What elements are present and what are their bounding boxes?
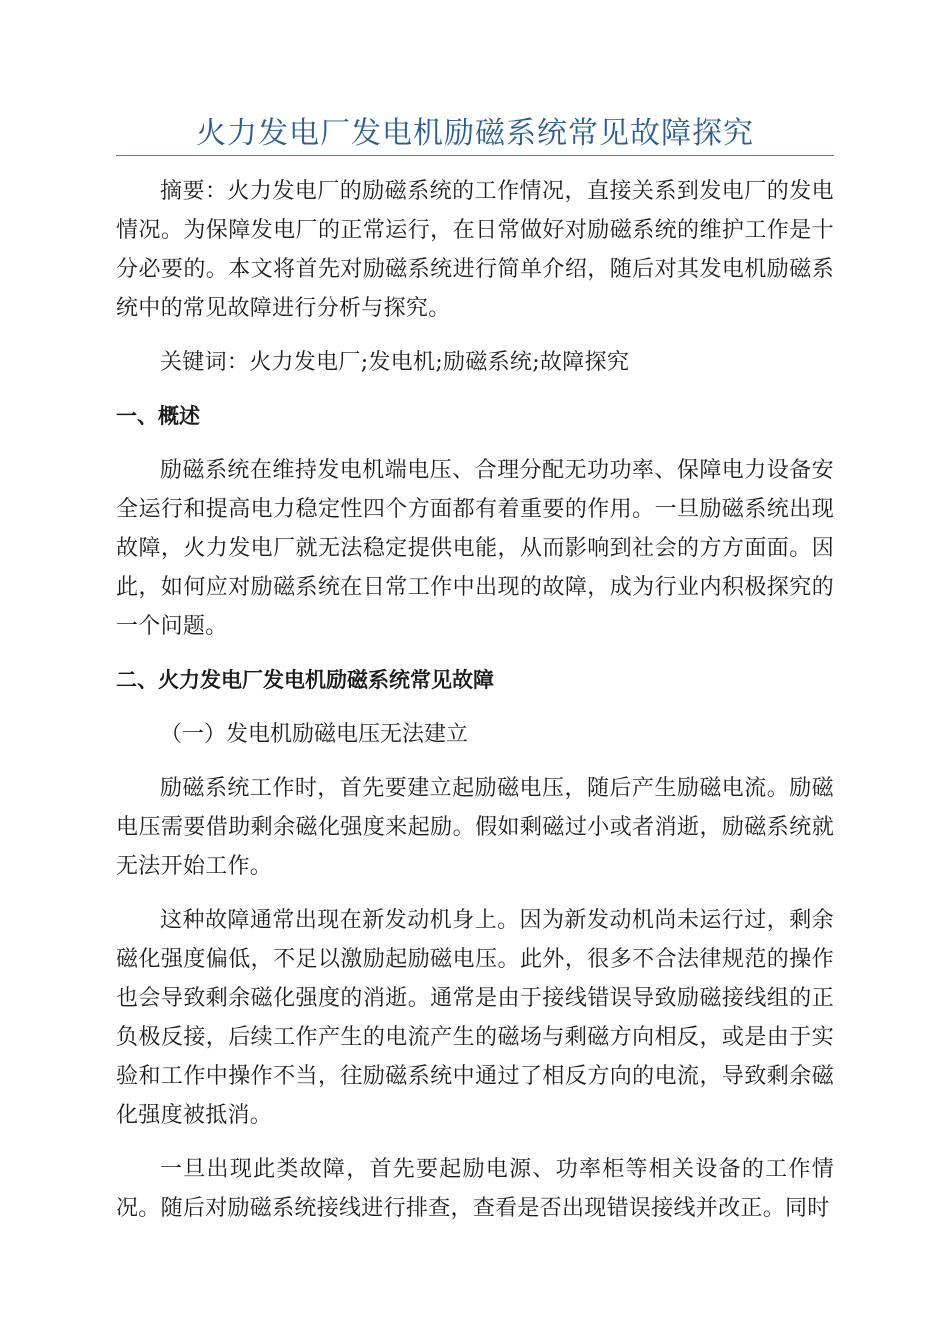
body-paragraph: 励磁系统工作时，首先要建立起励磁电压，随后产生励磁电流。励磁电压需要借助剩余磁化强度来起励。假如剩磁过小或者消逝，励磁系统就无法开始工作。 (116, 776, 834, 879)
document-body (116, 172, 834, 1243)
subsection-heading-voltage: （一）发电机励磁电压无法建立 (160, 722, 469, 747)
document-title: 火力发电厂发电机励磁系统常见故障探究 (196, 116, 754, 151)
title-underline (116, 155, 834, 156)
overview-paragraph: 励磁系统在维持发电机端电压、合理分配无功功率、保障电力设备安全运行和提高电力稳定性四个方面都有着重要的作用。一旦励磁系统出现故障，火力发电厂就无法稳定提供电能，从而影响到社会的方方面面。因此，如何应对励磁系统在日常工作中出现的故障，成为行业内积极探究的一个问题。 (116, 458, 834, 639)
section-heading-faults: 二、火力发电厂发电机励磁系统常见故障 (116, 668, 494, 692)
body-paragraph: 这种故障通常出现在新发动机身上。因为新发动机尚未运行过，剩余磁化强度偏低，不足以激励起励磁电压。此外，很多不合法律规范的操作也会导致剩余磁化强度的消逝。通常是由于接线错误导致励磁接线组的正负极反接，后续工作产生的电流产生的磁场与剩磁方向相反，或是由于实验和工作中操作不当，往励磁系统中通过了相反方向的电流，导致剩余磁化强度被抵消。 (116, 908, 834, 1128)
keywords-line: 关键词：火力发电厂;发电机;励磁系统;故障探究 (160, 350, 630, 375)
body-paragraph: 一旦出现此类故障，首先要起励电源、功率柜等相关设备的工作情况。随后对励磁系统接线进行排查，查看是否出现错误接线并改正。同时 (116, 1157, 834, 1221)
abstract-paragraph: 摘要：火力发电厂的励磁系统的工作情况，直接关系到发电厂的发电情况。为保障发电厂的正常运行，在日常做好对励磁系统的维护工作是十分必要的。本文将首先对励磁系统进行简单介绍，随后对其发电机励磁系统中的常见故障进行分析与探究。 (116, 179, 834, 321)
section-heading-overview: 一、概述 (116, 404, 200, 428)
